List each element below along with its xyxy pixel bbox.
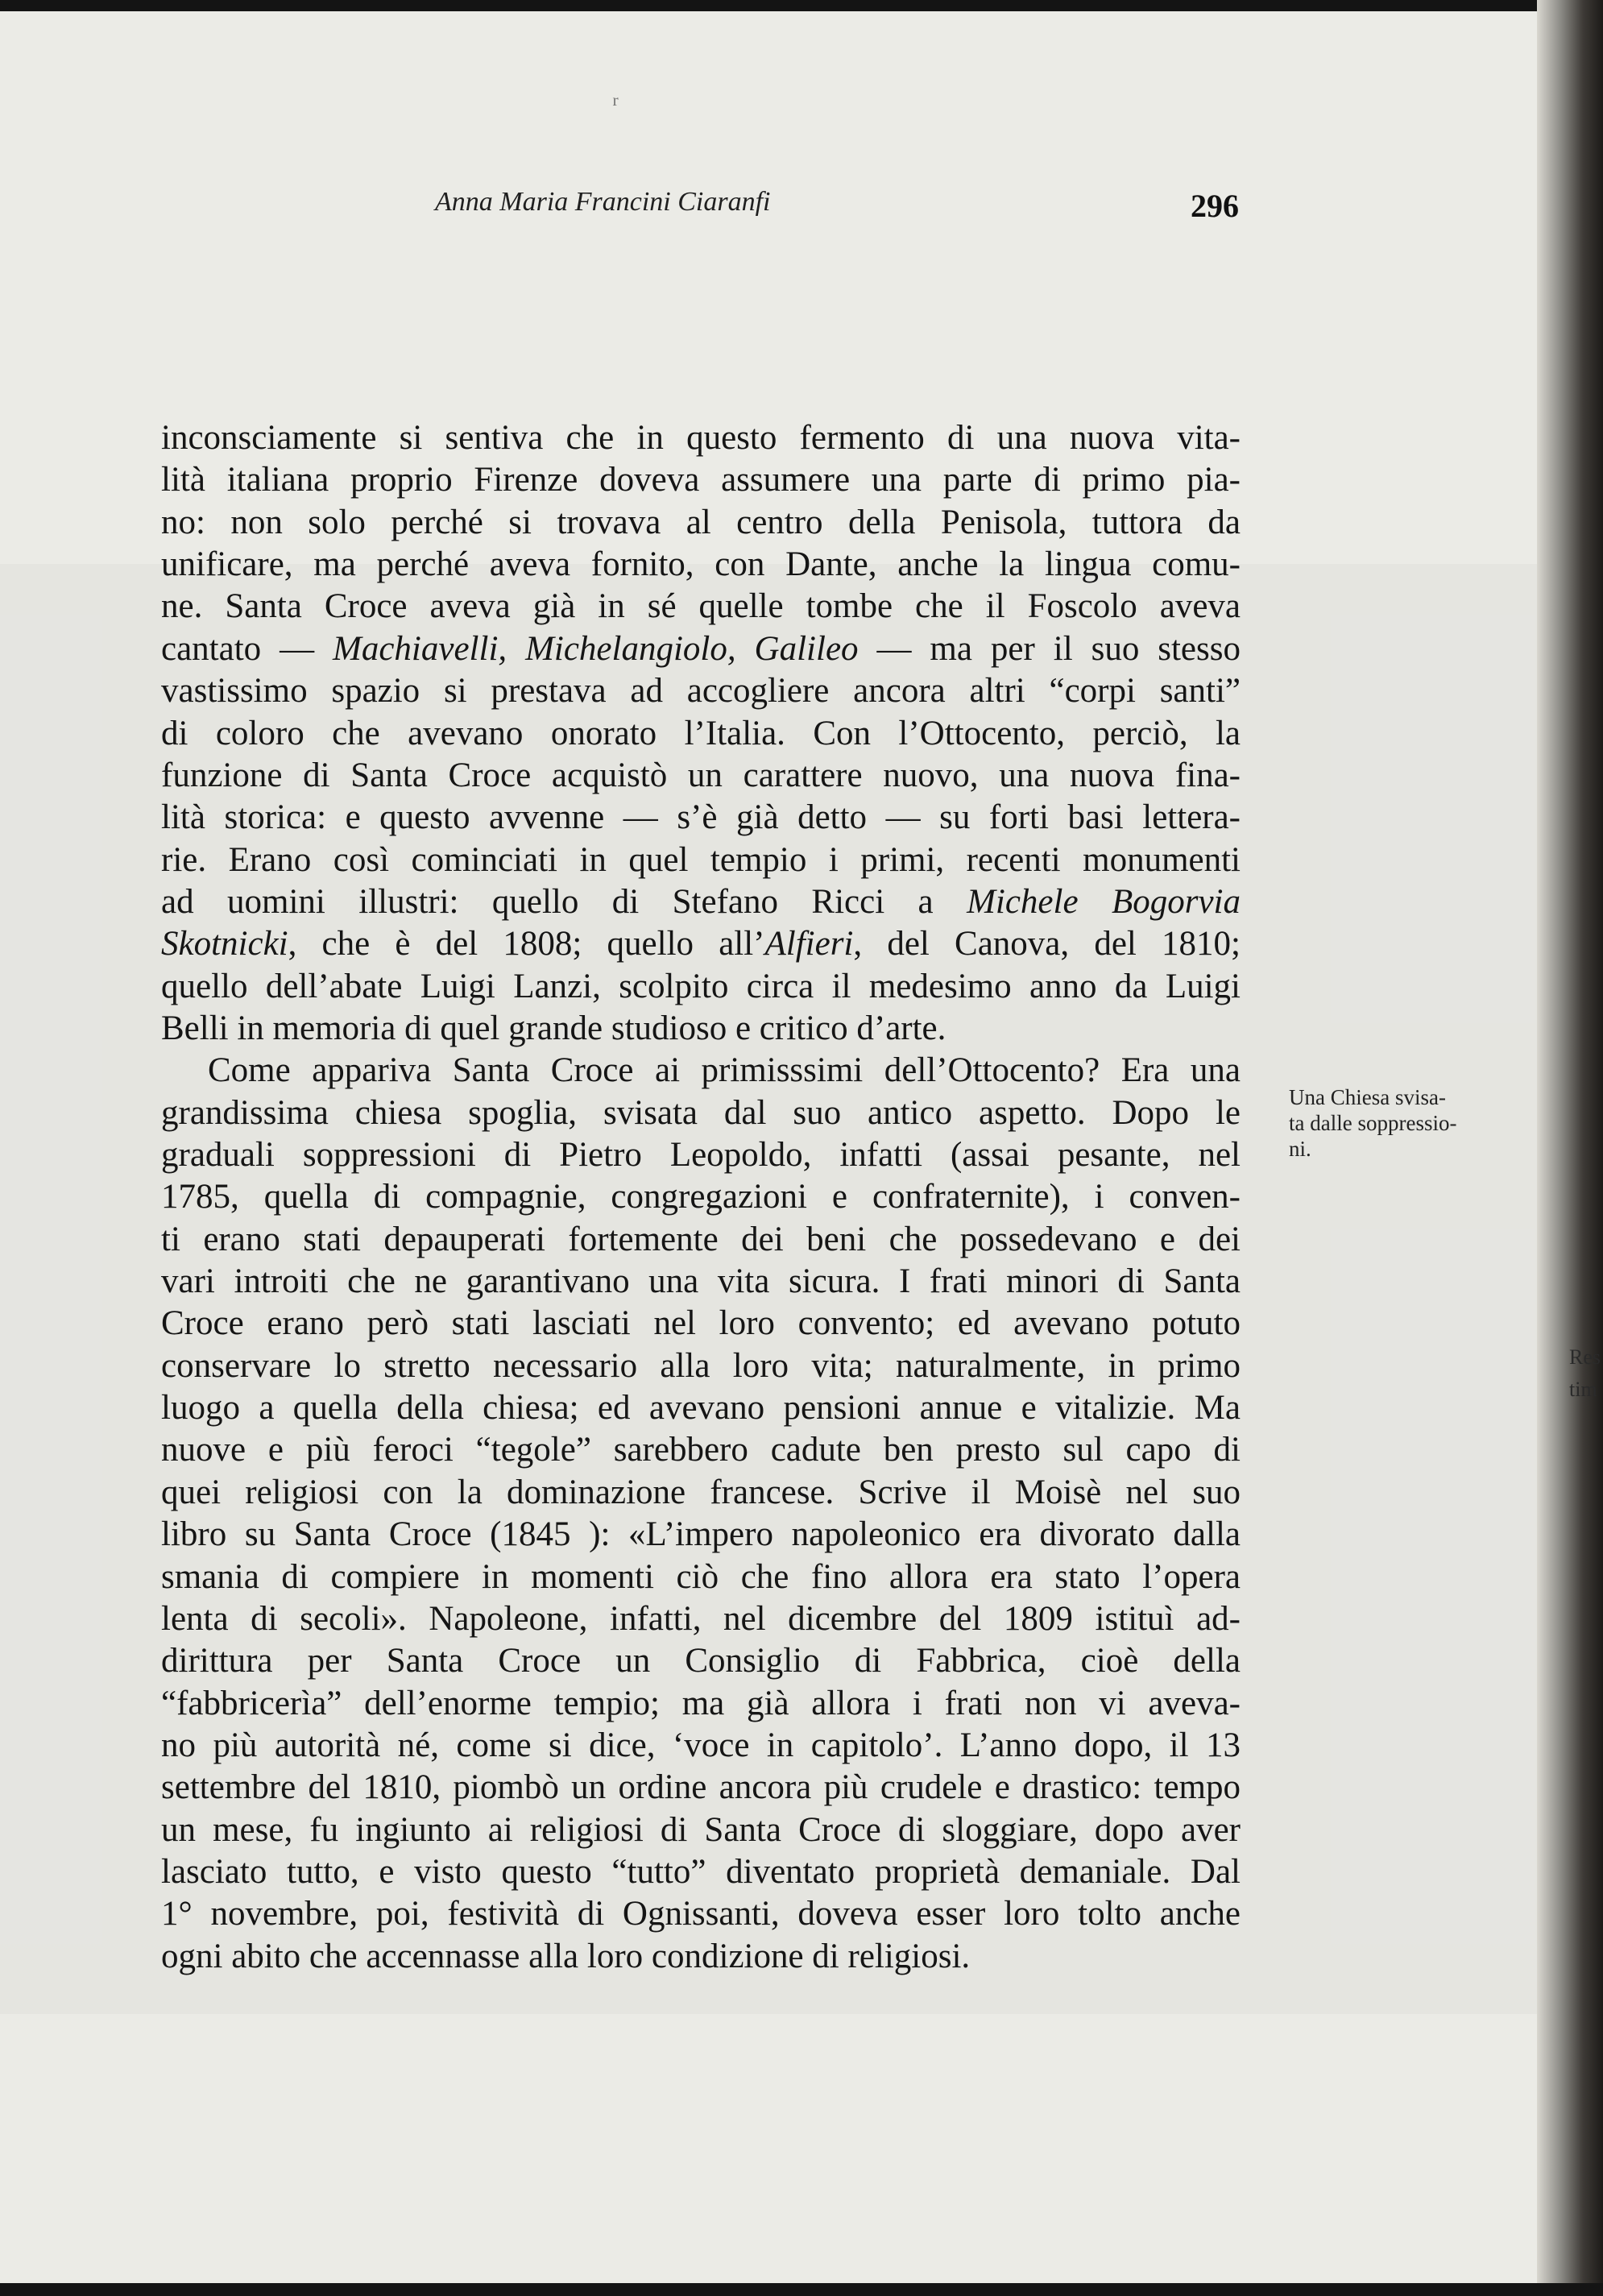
facing-page-fragment: Res (1569, 1345, 1601, 1369)
text-line: vastissimo spazio si prestava ad accogliere ancora altri “corpi santi” (161, 672, 1241, 711)
text-line: lenta di secoli». Napoleone, infatti, nel dicembre del 1809 istituì ad- (161, 1599, 1241, 1638)
text-line: settembre del 1810, piombò un ordine ancora più crudele e drastico: tempo (161, 1768, 1241, 1807)
text-span: ad uomini illustri: quello di Stefano Ricci a (161, 882, 967, 921)
text-line: unificare, ma perché aveva fornito, con Dante, anche la lingua comu- (161, 545, 1241, 583)
text-line: luogo a quella della chiesa; ed avevano pensioni annue e vitalizie. Ma (161, 1389, 1241, 1427)
italic-text: Skotnicki (161, 925, 288, 964)
text-line: inconsciamente si sentiva che in questo fermento di una nuova vita- (161, 419, 1241, 457)
italic-text: Michele Bogorvia (967, 882, 1241, 921)
italic-text: Alfieri (764, 925, 854, 964)
text-line: graduali soppressioni di Pietro Leopoldo, infatti (assai pesante, nel (161, 1136, 1241, 1174)
text-span: , del Canova, del 1810; (853, 925, 1241, 964)
text-line: smania di compiere in momenti ciò che fino allora era stato l’opera (161, 1557, 1241, 1596)
book-gutter (1537, 0, 1603, 2296)
text-line (161, 923, 1241, 965)
text-line: Belli in memoria di quel grande studioso e critico d’arte. (161, 1009, 946, 1047)
text-line: ti erano stati depauperati fortemente dei beni che possedevano e dei (161, 1220, 1241, 1258)
pencil-mark: ʳ (612, 88, 619, 120)
text-line: nuove e più feroci “tegole” sarebbero cadute ben presto sul capo di (161, 1431, 1241, 1469)
text-line: un mese, fu ingiunto ai religiosi di Santa Croce di sloggiare, dopo aver (161, 1810, 1241, 1849)
text-line: vari introiti che ne garantivano una vita sicura. I frati minori di Santa (161, 1262, 1241, 1300)
text-line: dirittura per Santa Croce un Consiglio di Fabbrica, cioè della (161, 1642, 1241, 1681)
text-line (161, 881, 1241, 923)
text-line: ne. Santa Croce aveva già in sé quelle tombe che il Foscolo aveva (161, 587, 1241, 626)
margin-note-line: ni. (1289, 1137, 1311, 1161)
text-line: di coloro che avevano onorato l’Italia. Con l’Ottocento, perciò, la (161, 714, 1241, 752)
text-line: grandissima chiesa spoglia, svisata dal suo antico aspetto. Dopo le (161, 1093, 1241, 1132)
text-span: cantato — (161, 629, 333, 668)
text-line: lità italiana proprio Firenze doveva assumere una parte di primo pia- (161, 461, 1241, 499)
text-line: 1785, quella di compagnie, congregazioni e confraternite), i conven- (161, 1178, 1241, 1216)
text-line: conservare lo stretto necessario alla loro vita; naturalmente, in primo (161, 1346, 1241, 1385)
text-line: lità storica: e questo avvenne — s’è già detto — su forti basi lettera- (161, 798, 1241, 837)
text-line: lasciato tutto, e visto questo “tutto” diventato proprietà demaniale. Dal (161, 1852, 1241, 1891)
text-line: 1° novembre, poi, festività di Ognissanti, doveva esser loro tolto anche (161, 1895, 1241, 1933)
text-line: no più autorità né, come si dice, ‘voce in capitolo’. L’anno dopo, il 13 (161, 1726, 1241, 1764)
text-line: funzione di Santa Croce acquistò un carattere nuovo, una nuova fina- (161, 756, 1241, 794)
text-line: rie. Erano così cominciati in quel tempio i primi, recenti monumenti (161, 840, 1241, 879)
text-line: no: non solo perché si trovava al centro della Penisola, tuttora da (161, 503, 1241, 541)
text-line: quello dell’abate Luigi Lanzi, scolpito circa il medesimo anno da Luigi (161, 967, 1241, 1005)
margin-note-line: Una Chiesa svisa- (1289, 1085, 1446, 1109)
scan-bottom-border (0, 2283, 1603, 2296)
text-line: Croce erano però stati lasciati nel loro convento; ed avevano potuto (161, 1304, 1241, 1343)
italic-text: Machiavelli, Michelangiolo, Galileo (333, 629, 859, 668)
text-line: quei religiosi con la dominazione francese. Scrive il Moisè nel suo (161, 1473, 1241, 1511)
text-line (161, 628, 1241, 670)
page-number: 296 (1191, 188, 1239, 224)
text-span: — ma per il suo stesso (858, 629, 1241, 668)
text-line: “fabbricerìa” dell’enorme tempio; ma già allora i frati non vi aveva- (161, 1684, 1241, 1722)
facing-page-fragment: tim (1569, 1378, 1597, 1401)
text-line: ogni abito che accennasse alla loro condizione di religiosi. (161, 1937, 971, 1975)
scan-top-border (0, 0, 1603, 11)
text-line: libro su Santa Croce (1845 ): «L’impero napoleonico era divorato dalla (161, 1515, 1241, 1554)
text-span: , che è del 1808; quello all’ (288, 925, 765, 964)
running-head: Anna Maria Francini Ciaranfi (435, 187, 771, 217)
text-line: Come appariva Santa Croce ai primisssimi dell’Ottocento? Era una (208, 1051, 1241, 1090)
margin-note-line: ta dalle soppressio- (1289, 1111, 1457, 1135)
